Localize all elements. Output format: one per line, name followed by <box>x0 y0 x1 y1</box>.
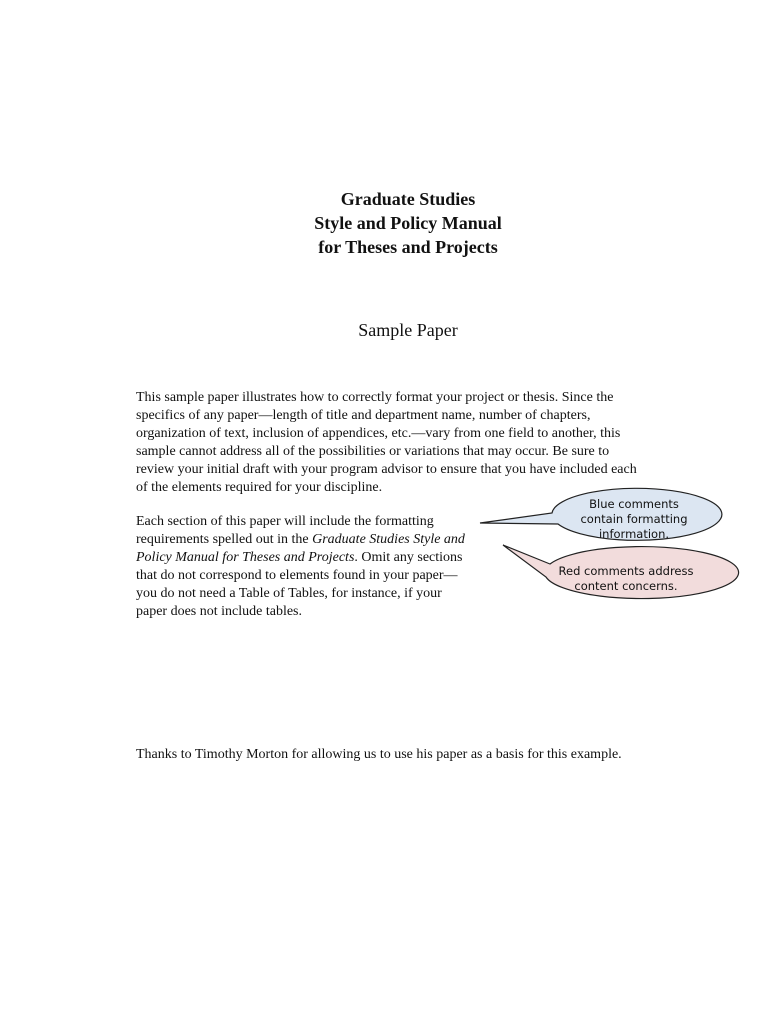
title-line-1: Graduate Studies <box>340 189 476 209</box>
title-line-2: Style and Policy Manual <box>314 213 502 233</box>
sections-line <box>136 549 498 567</box>
sections-text: requirements spelled out in the <box>136 532 313 547</box>
red-callout-text: Red comments address content concerns. <box>558 564 694 593</box>
page-title <box>0 187 770 259</box>
manual-title-italic: Policy Manual for Theses and Projects <box>136 550 355 565</box>
manual-title-italic: Graduate Studies Style and <box>312 532 465 547</box>
sections-paragraph <box>136 513 498 621</box>
sections-line: paper does not include tables. <box>136 604 303 619</box>
title-line-3: for Theses and Projects <box>318 237 498 257</box>
sections-line: Each section of this paper will include the formatting <box>136 514 434 529</box>
sections-line: that do not correspond to elements found in your paper— <box>136 568 458 583</box>
sections-line: you do not need a Table of Tables, for instance, if your <box>136 586 442 601</box>
intro-line: specifics of any paper—length of title and department name, number of chapters, <box>136 408 591 423</box>
sections-text: . Omit any sections <box>354 550 463 565</box>
intro-line: organization of text, inclusion of appendices, etc.—vary from one field to another, this <box>136 426 621 441</box>
blue-callout-text: Blue comments contain formatting information. <box>580 497 688 541</box>
intro-line: This sample paper illustrates how to correctly format your project or thesis. Since the <box>136 390 614 405</box>
intro-line: of the elements required for your discipline. <box>136 480 383 495</box>
acknowledgement: Thanks to Timothy Morton for allowing us to use his paper as a basis for this example. <box>136 747 622 762</box>
intro-line: sample cannot address all of the possibilities or variations that may occur. Be sure to <box>136 444 610 459</box>
page-subtitle: Sample Paper <box>358 320 458 340</box>
intro-line: review your initial draft with your program advisor to ensure that you have included each <box>136 462 637 477</box>
sections-line <box>136 531 498 549</box>
